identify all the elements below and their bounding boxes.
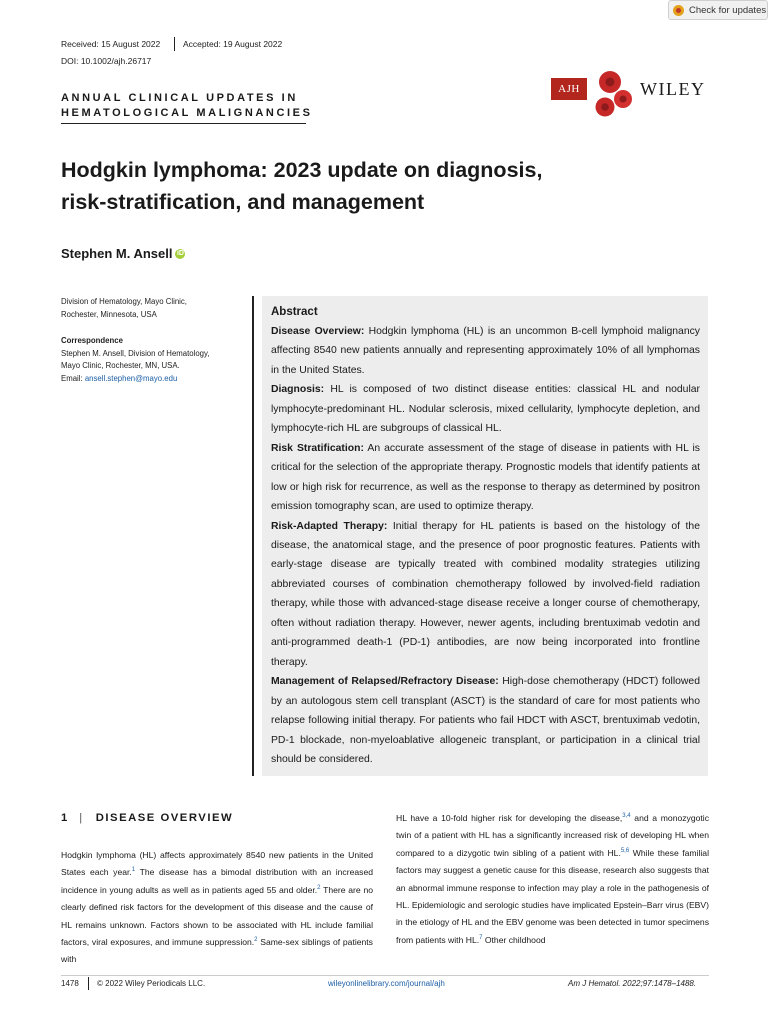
abstract-text: Hodgkin lymphoma (HL) is an uncommon B-cell lymphoid malignancy affecting 8540 new patients annually and representing approximately 10% of all lymphomas in the United States. xyxy=(271,326,701,376)
body-column-left xyxy=(61,847,373,969)
author-name xyxy=(61,246,185,261)
abstract-paragraph xyxy=(271,517,700,673)
citation-ref[interactable]: 1 xyxy=(131,867,136,874)
abstract-paragraph xyxy=(271,380,700,438)
body-column-right xyxy=(396,810,709,949)
abstract-text: HL is composed of two distinct disease entities: classical HL and nodular lymphocyte-predominant HL. Nodular sclerosis, mixed cellularity, lymphocyte depletion, and lymphocyte-rich HL are subgroups of classical HL. xyxy=(271,384,700,435)
abstract-paragraph xyxy=(271,439,700,517)
body-text: While these familial factors may suggest a genetic cause for this disease, research also suggests that an abnormal immune response to infection may play a role in the pathogenesis of HL. Epidemiologic and serologic studies have implicated Epstein–Barr virus (EBV) in the etiology of HL and the EBV genome was been detected in tumor specimens from patients with HL. xyxy=(396,847,709,945)
abstract-paragraph xyxy=(271,672,700,769)
body-text: Same-sex siblings of patients with xyxy=(61,937,373,965)
correspondence-line2: Mayo Clinic, Rochester, MN, USA. xyxy=(61,361,180,370)
body-text: Hodgkin lymphoma (HL) affects approximately 8540 new patients in the United States each year. xyxy=(61,850,373,878)
email-row xyxy=(61,373,241,386)
footer-rule xyxy=(61,975,709,976)
abstract-text: An accurate assessment of the stage of disease in patients with HL is critical for the selection of the appropriate therapy. Prognostic models that identify patients at low or high risk for recurrence, as well as the response to therapy as determined by positron emission tomography scan, are used to optimize therapy. xyxy=(271,442,700,513)
correspondence-heading: Correspondence xyxy=(61,336,123,345)
orcid-icon[interactable]: iD xyxy=(176,249,184,257)
abstract-label: Risk-Adapted Therapy: xyxy=(271,520,388,532)
check-for-updates-button[interactable] xyxy=(668,0,768,20)
abstract-paragraph xyxy=(271,322,700,380)
abstract-text: Initial therapy for HL patients is based on the histology of the disease, the anatomical stage, and the presence of poor prognostic features. Patients with early-stage disease are typically treated with combined modality strategies utilizing abbreviated courses of combination chemotherapy followed by involved-field radiation therapy, while those with advanced-stage disease receive a longer course of chemotherapy, often without radiation therapy. However, newer agents, including brentuximab vedotin and anti-programmed death-1 (PD-1) antibodies, are now being incorporated into frontline therapy. xyxy=(271,520,700,668)
email-link[interactable]: ansell.stephen@mayo.edu xyxy=(84,373,178,383)
abstract-label: Management of Relapsed/Refractory Disease: xyxy=(271,676,499,688)
doi: DOI: 10.1002/ajh.26717 xyxy=(61,56,152,66)
journal-url-link[interactable]: wileyonlinelibrary.com/journal/ajh xyxy=(328,979,445,988)
citation-ref[interactable]: 2 xyxy=(317,884,321,891)
correspondence-line1: Stephen M. Ansell, Division of Hematology, xyxy=(61,348,210,358)
series-underline xyxy=(61,123,306,124)
abstract-rule xyxy=(252,296,254,776)
footer-separator xyxy=(88,977,89,990)
section-separator: | xyxy=(79,812,84,824)
affiliation-block xyxy=(61,296,241,385)
abstract-label: Risk Stratification: xyxy=(271,442,364,454)
body-paragraph xyxy=(396,810,709,949)
accepted-date: Accepted: 19 August 2022 xyxy=(183,39,283,49)
citation-ref[interactable]: 5,6 xyxy=(620,847,630,854)
abstract-text: High-dose chemotherapy (HDCT) followed by an autologous stem cell transplant (ASCT) is the standard of care for most patients who relapse following initial therapy. For patients who fail HDCT with ASCT, brentuximab vedotin, PD-1 blockade, non-myeloablative allogeneic transplant, or participation in a clinical trial should be considered. xyxy=(271,676,700,765)
article-title xyxy=(61,154,581,218)
title-line1: Hodgkin lymphoma: 2023 update on diagnosis, xyxy=(61,158,543,182)
affiliation-line1: Division of Hematology, Mayo Clinic, xyxy=(61,297,187,306)
body-text: Other childhood xyxy=(482,934,546,945)
check-for-updates-label: Check for updates xyxy=(689,4,767,16)
ajh-logo-text: AJH xyxy=(558,83,580,95)
received-date: Received: 15 August 2022 xyxy=(61,39,161,49)
page-number: 1478 xyxy=(61,979,79,988)
abstract-heading: Abstract xyxy=(271,306,318,318)
body-text: and a monozygotic twin of a patient with HL has a significantly increased risk of developing HL when compared to a dizygotic twin sibling of a patient with HL. xyxy=(396,813,710,858)
citation-ref[interactable]: 2 xyxy=(254,937,258,944)
crossmark-icon xyxy=(673,5,684,16)
body-text: HL have a 10-fold higher risk for developing the disease, xyxy=(396,813,623,823)
meta-divider xyxy=(174,37,175,51)
wiley-logo: WILEY xyxy=(640,79,706,99)
citation-ref[interactable]: 3,4 xyxy=(622,813,631,820)
copyright: © 2022 Wiley Periodicals LLC. xyxy=(97,979,206,988)
title-line2: risk-stratification, and management xyxy=(61,190,425,214)
body-text: There are no clearly defined risk factors for the development of this disease and the cause of HL remains unknown. Factors shown to be associated with HL include familial factors, viral exposures, and immune suppression. xyxy=(61,884,374,948)
section-title: DISEASE OVERVIEW xyxy=(95,812,234,824)
citation: Am J Hematol. 2022;97:1478–1488. xyxy=(568,979,697,988)
series-title-line2: HEMATOLOGICAL MALIGNANCIES xyxy=(61,107,313,119)
blood-cells-icon xyxy=(592,68,636,120)
section-number: 1 xyxy=(61,812,68,824)
affiliation-line2: Rochester, Minnesota, USA xyxy=(61,309,157,319)
abstract xyxy=(271,303,700,769)
abstract-label: Disease Overview: xyxy=(271,326,365,337)
ajh-logo xyxy=(551,78,587,100)
author-name-text: Stephen M. Ansell xyxy=(61,246,173,261)
body-paragraph xyxy=(61,847,373,969)
abstract-label: Diagnosis: xyxy=(271,384,325,396)
citation-ref[interactable]: 7 xyxy=(479,934,483,941)
body-text: The disease has a bimodal distribution with an increased incidence in young adults as well as in patients aged 55 and older. xyxy=(61,867,374,895)
series-title-line1: ANNUAL CLINICAL UPDATES IN xyxy=(61,92,298,104)
email-label: Email: xyxy=(61,373,83,383)
section-heading xyxy=(61,812,233,824)
